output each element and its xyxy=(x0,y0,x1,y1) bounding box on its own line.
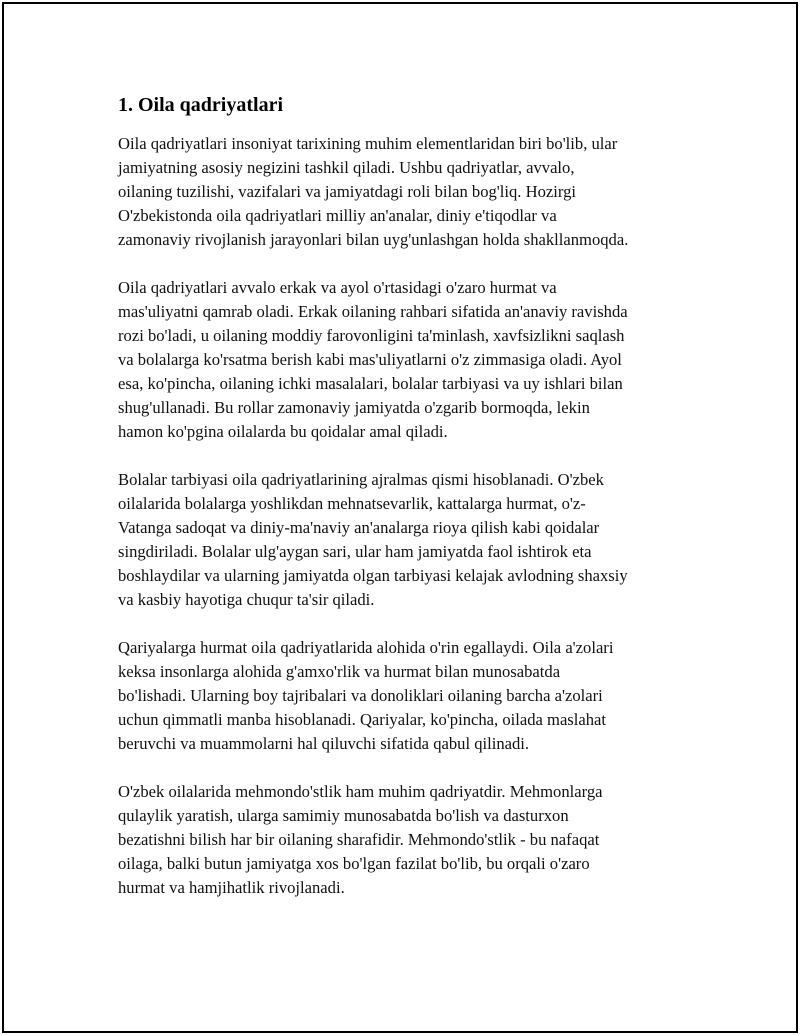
document-body xyxy=(118,92,693,924)
section-heading: 1. Oila qadriyatlari xyxy=(118,94,283,116)
paragraph-elder-respect: Qariyalarga hurmat oila qadriyatlarida alohida o'rin egallaydi. Oila a'zolari keksa insonlarga alohida g'amxo'rlik va hurmat bilan munosabatda bo'lishadi. Ularning boy tajribalari va donoliklari oilaning barcha a'zolari uchun qimmatli manba hisoblanadi. Qariyalar, ko'pincha, oilada maslahat beruvchi va muammolarni hal qiluvchi sifatida qabul qilinadi. xyxy=(118,638,614,753)
paragraph-intro: Oila qadriyatlari insoniyat tarixining muhim elementlaridan biri bo'lib, ular jamiyatning asosiy negizini tashkil qiladi. Ushbu qadriyatlar, avvalo, oilaning tuzilishi, vazifalari va jamiyatdagi roli bilan bog'liq. Hozirgi O'zbekistonda oila qadriyatlari milliy an'analar, diniy e'tiqodlar va zamonaviy rivojlanish jarayonlari bilan uyg'unlashgan holda shakllanmoqda. xyxy=(118,134,629,249)
paragraph-hospitality: O'zbek oilalarida mehmondo'stlik ham muhim qadriyatdir. Mehmonlarga qulaylik yaratish, ularga samimiy munosabatda bo'lish va dasturxon bezatishni bilish har bir oilaning sharafidir. Mehmondo'stlik - bu nafaqat oilaga, balki butun jamiyatga xos bo'lgan fazilat bo'lib, bu orqali o'zaro hurmat va hamjihatlik rivojlanadi. xyxy=(118,782,603,897)
paragraph-child-upbringing: Bolalar tarbiyasi oila qadriyatlarining ajralmas qismi hisoblanadi. O'zbek oilalarida bolalarga yoshlikdan mehnatsevarlik, kattalarga hurmat, o'z- Vatanga sadoqat va diniy-ma'naviy an'analarga rioya qilish kabi qoidalar singdiriladi. Bolalar ulg'aygan sari, ular ham jamiyatda faol ishtirok eta boshlaydilar va ularning jamiyatda olgan tarbiyasi kelajak avlodning shaxsiy va kasbiy hayotiga chuqur ta'sir qiladi. xyxy=(118,470,628,609)
paragraph-gender-roles: Oila qadriyatlari avvalo erkak va ayol o'rtasidagi o'zaro hurmat va mas'uliyatni qamrab oladi. Erkak oilaning rahbari sifatida an'anaviy ravishda rozi bo'ladi, u oilaning moddiy farovonligini ta'minlash, xavfsizlikni saqlash va bolalarga ko'rsatma berish kabi mas'uliyatlarni o'z zimmasiga oladi. Ayol esa, ko'pincha, oilaning ichki masalalari, bolalar tarbiyasi va uy ishlari bilan shug'ullanadi. Bu rollar zamonaviy jamiyatda o'zgarib bormoqda, lekin hamon ko'pgina oilalarda bu qoidalar amal qiladi. xyxy=(118,278,628,441)
